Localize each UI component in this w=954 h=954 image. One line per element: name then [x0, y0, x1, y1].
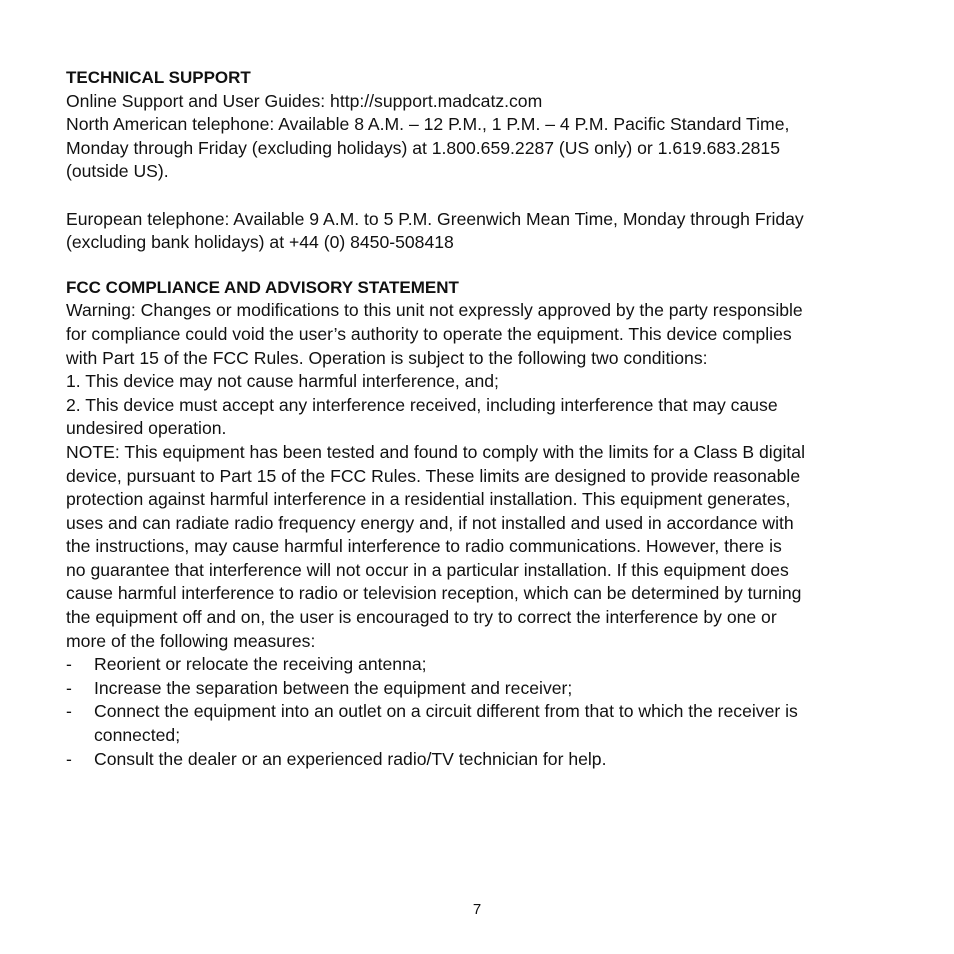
technical-support-heading: TECHNICAL SUPPORT — [66, 68, 251, 87]
paragraph-spacer — [66, 184, 896, 208]
online-support-line: Online Support and User Guides: http://support.madcatz.com — [66, 90, 543, 111]
fcc-note-line-4: uses and can radiate radio frequency energy and, if not installed and used in accordance with — [66, 512, 794, 533]
measure-text: Reorient or relocate the receiving antenna; — [94, 654, 427, 675]
bullet-dash: - — [66, 701, 72, 722]
european-phone-line-2: (excluding bank holidays) at +44 (0) 8450-508418 — [66, 232, 454, 253]
page-number: 7 — [472, 901, 482, 918]
north-american-phone-line-1: North American telephone: Available 8 A.M. – 12 P.M., 1 P.M. – 4 P.M. Pacific Standard Time, — [66, 114, 790, 135]
list-item — [66, 748, 896, 772]
fcc-note-line-7: cause harmful interference to radio or television reception, which can be determined by turning — [66, 583, 802, 604]
fcc-note-line-2: device, pursuant to Part 15 of the FCC Rules. These limits are designed to provide reasonable — [66, 465, 801, 486]
fcc-warning-line-3: with Part 15 of the FCC Rules. Operation is subject to the following two conditions: — [66, 347, 708, 368]
fcc-note-line-3: protection against harmful interference in a residential installation. This equipment generates, — [66, 489, 791, 510]
measure-text: Consult the dealer or an experienced radio/TV technician for help. — [94, 748, 607, 769]
measure-text: Increase the separation between the equipment and receiver; — [94, 677, 573, 698]
fcc-condition-1: 1. This device may not cause harmful interference, and; — [66, 371, 499, 392]
fcc-heading: FCC COMPLIANCE AND ADVISORY STATEMENT — [66, 277, 459, 297]
bullet-dash: - — [66, 748, 72, 769]
fcc-condition-2-line-1: 2. This device must accept any interference received, including interference that may cause — [66, 394, 778, 415]
measure-text-continuation: connected; — [94, 725, 181, 746]
fcc-note-line-6: no guarantee that interference will not occur in a particular installation. If this equipment does — [66, 559, 789, 580]
list-item — [66, 700, 896, 747]
fcc-note-line-5: the instructions, may cause harmful interference to radio communications. However, there is — [66, 536, 782, 557]
list-item — [66, 677, 896, 701]
bullet-dash: - — [66, 677, 72, 698]
section-spacer — [66, 255, 896, 276]
fcc-warning-line-2: for compliance could void the user’s authority to operate the equipment. This device complies — [66, 323, 792, 344]
fcc-section — [66, 276, 896, 771]
fcc-warning-line-1: Warning: Changes or modifications to this unit not expressly approved by the party responsible — [66, 300, 803, 321]
technical-support-section — [66, 66, 896, 255]
north-american-phone-line-2: Monday through Friday (excluding holidays) at 1.800.659.2287 (US only) or 1.619.683.2815 — [66, 137, 780, 158]
list-item — [66, 653, 896, 677]
fcc-note-line-9: more of the following measures: — [66, 630, 316, 651]
bullet-dash: - — [66, 654, 72, 675]
fcc-note-line-8: the equipment off and on, the user is encouraged to try to correct the interference by one or — [66, 607, 777, 628]
north-american-phone-line-3: (outside US). — [66, 161, 169, 182]
european-phone-line-1: European telephone: Available 9 A.M. to 5 P.M. Greenwich Mean Time, Monday through Friday — [66, 208, 804, 229]
fcc-measures-list — [66, 653, 896, 771]
fcc-condition-2-line-2: undesired operation. — [66, 418, 227, 439]
document-page — [66, 66, 896, 771]
measure-text: Connect the equipment into an outlet on a circuit different from that to which the receiver is — [94, 701, 798, 722]
fcc-note-line-1: NOTE: This equipment has been tested and found to comply with the limits for a Class B digital — [66, 441, 805, 462]
